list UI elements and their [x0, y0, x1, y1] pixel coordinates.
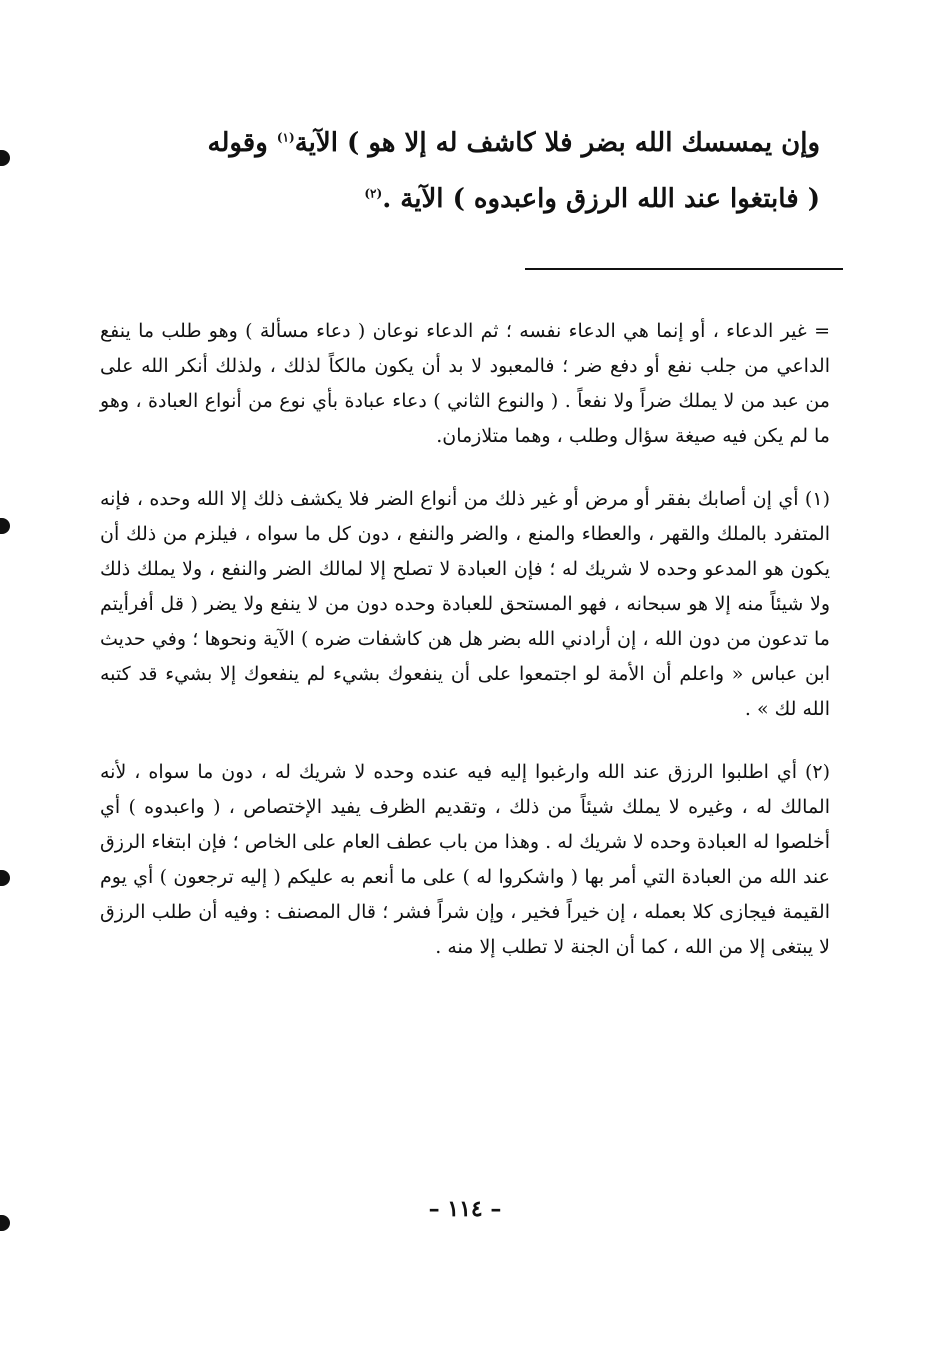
verse-line-1 [120, 115, 820, 171]
binding-mark [0, 518, 10, 534]
footnote-1: (١) أي إن أصابك بفقر أو مرض أو غير ذلك من أنواع الضر فلا يكشف ذلك إلا الله وحده ، فإنه المتفرد بالملك والقهر ، والعطاء والمنع ، والضر والنفع ، دون كل ما سواه ، فيلزم من ذلك أن يكون هو المدعو وحده لا شريك له ؛ فإن العبادة لا تصلح إلا لمالك الضر والنفع ، ولا يملك ذلك ولا شيئاً منه إلا هو سبحانه ، فهو المستحق للعبادة وحده دون من لا ينفع ولا يضر ( قل أفرأيتم ما تدعون من دون الله ، إن أرادني الله بضر هل هن كاشفات ضره ) الآية ونحوها ؛ وفي حديث ابن عباس « واعلم أن الأمة لو اجتمعوا على أن ينفعوك بشيء لم ينفعوك إلا بشيء قد كتبه الله لك » . [100, 488, 830, 720]
main-text [120, 115, 820, 227]
footnotes [100, 314, 830, 993]
verse-text-end: وقوله [207, 128, 277, 158]
binding-mark [0, 150, 10, 166]
footnote-separator [525, 268, 843, 270]
footnote-continuation: = غير الدعاء ، أو إنما هي الدعاء نفسه ؛ ثم الدعاء نوعان ( دعاء مسألة ) وهو طلب ما ينفع الداعي من جلب نفع أو دفع ضر ؛ فالمعبود لا بد أن يكون مالكاً لذلك ، ولذلك أنكر الله على من عبد من لا يملك ضراً ولا نفعاً . ( والنوع الثاني ) دعاء عبادة بأي نوع من أنواع العبادة ، وهو ما لم يكن فيه صيغة سؤال وطلب ، وهما متلازمان. [100, 320, 830, 447]
footnote-ref-2: (٢) [364, 186, 383, 201]
binding-mark [0, 870, 10, 886]
footnote-2: (٢) أي اطلبوا الرزق عند الله وارغبوا إليه فيه عنده وحده لا شريك له ، دون ما سواه ، لأنه المالك له ، وغيره لا يملك شيئاً من ذلك ، وتقديم الظرف يفيد الإختصاص ، ( واعبدوه ) أي أخلصوا له العبادة وحده لا شريك له . وهذا من باب عطف العام على الخاص ؛ فإن ابتغاء الرزق عند الله من العبادة التي أمر بها ( واشكروا له ) على ما أنعم به عليكم ( إليه ترجعون ) أي يوم القيمة فيجازى كلا بعمله ، إن خيراً فخير ، وإن شراً فشر ؛ قال المصنف : وفيه أن طلب الرزق لا يبتغى إلا من الله ، كما أن الجنة لا تطلب إلا منه . [100, 761, 830, 958]
verse-text: وإن يمسسك الله بضر فلا كاشف له إلا هو ) الآية [294, 128, 820, 158]
verse-text: ( فابتغوا عند الله الرزق واعبدوه ) الآية . [382, 184, 820, 214]
footnote-ref-1: (١) [276, 130, 295, 145]
verse-line-2 [120, 171, 820, 227]
page-number: – ١١٤ – [428, 1196, 502, 1222]
